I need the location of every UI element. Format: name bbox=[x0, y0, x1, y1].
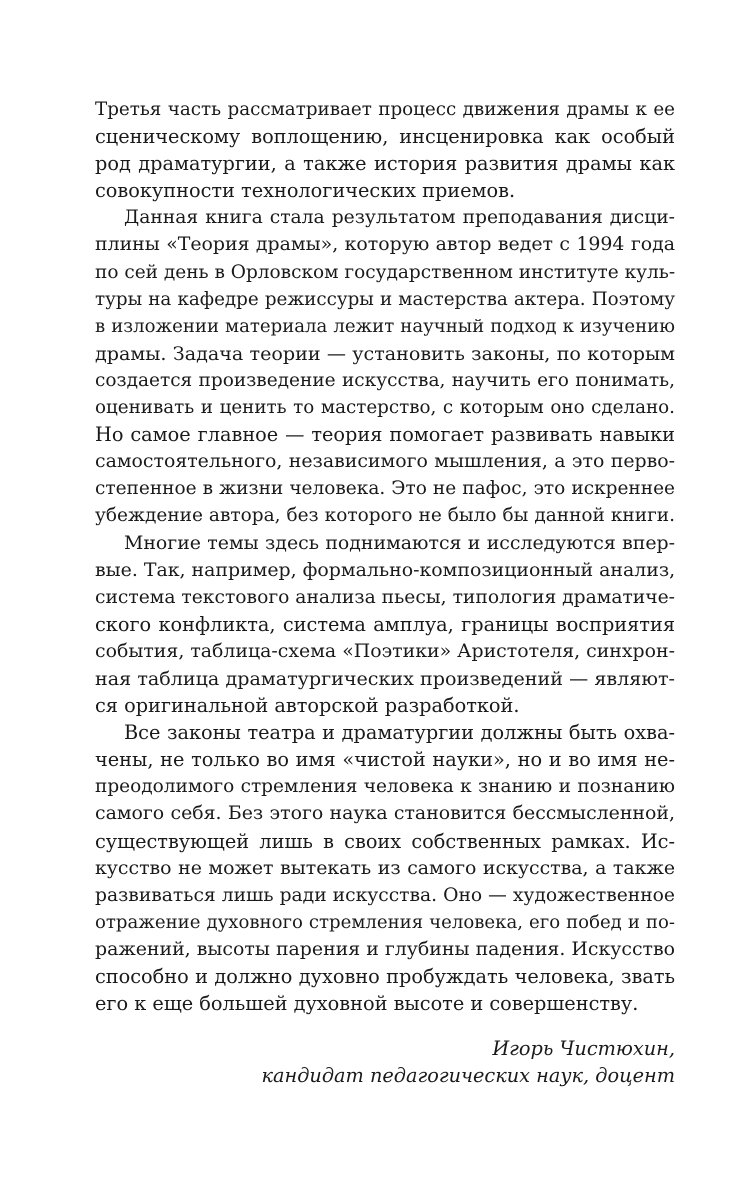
text-line: ся оригинальной авторской разработкой. bbox=[95, 694, 520, 718]
text-line: самого себя. Без этого наука становится бессмысленной, bbox=[95, 802, 675, 825]
text-line: Но самое главное — теория помогает развивать навыки bbox=[95, 423, 675, 447]
text-line: существующей лишь в своих собственных рамках. Ис- bbox=[95, 829, 675, 853]
text-line: убеждение автора, без которого не было бы данной книги. bbox=[95, 505, 675, 527]
text-line: события, таблица-схема «Поэтики» Аристотеля, синхрон- bbox=[95, 639, 675, 662]
paragraph-3 bbox=[95, 530, 675, 720]
text-line: чены, не только во имя «чистой науки», но и во имя не- bbox=[95, 748, 675, 772]
text-line: развиваться лишь ради искусства. Оно — художественное bbox=[95, 884, 675, 906]
text-line: Третья часть рассматривает процесс движения драмы к ее bbox=[95, 99, 675, 120]
text-line: его к еще большей духовной высоте и совершенству. bbox=[95, 992, 639, 1016]
text-line: отражение духовного стремления человека, его побед и по- bbox=[95, 911, 675, 933]
text-line: система текстового анализа пьесы, типология драматиче- bbox=[95, 586, 675, 608]
text-line: по сей день в Орловском государственном институте куль- bbox=[95, 261, 675, 283]
text-line: ражений, высоты парения и глубины падения. Искусство bbox=[95, 937, 675, 960]
signature bbox=[95, 1035, 675, 1089]
signature-name: Игорь Чистюхин, bbox=[492, 1037, 675, 1061]
text-line: способно и должно духовно пробуждать человека, звать bbox=[95, 965, 675, 988]
text-line: Все законы театра и драматургии должны быть охва- bbox=[124, 721, 675, 745]
text-line: создается произведение искусства, научить его понимать, bbox=[95, 369, 675, 391]
signature-title: кандидат педагогических наук, доцент bbox=[261, 1064, 675, 1088]
text-line: преодолимого стремления человека к знанию и познанию bbox=[95, 776, 675, 798]
text-line: самостоятельного, независимого мышления, а это перво- bbox=[95, 450, 675, 473]
text-line: Многие темы здесь поднимаются и исследуются впер- bbox=[124, 531, 675, 554]
text-line: в изложении материала лежит научный подход к изучению bbox=[95, 315, 675, 337]
text-line: ского конфликта, система амплуа, границы восприятия bbox=[95, 612, 675, 636]
text-line: плины «Теория драмы», которую автор ведет с 1994 года bbox=[95, 233, 675, 256]
text-line: совокупности технологических приемов. bbox=[95, 179, 516, 203]
page-body bbox=[95, 96, 675, 1088]
text-line: драмы. Задача теории — установить законы, по которым bbox=[95, 341, 675, 365]
text-line: вые. Так, например, формально-композиционный анализ, bbox=[95, 558, 675, 581]
text-line: Данная книга стала результатом преподавания дисци- bbox=[124, 207, 675, 229]
text-line: род драматургии, а также история развития драмы как bbox=[95, 152, 675, 176]
paragraph-2 bbox=[95, 204, 675, 529]
text-line: ная таблица драматургических произведений — являют- bbox=[95, 666, 675, 690]
paragraph-1 bbox=[95, 96, 675, 204]
text-line: сценическому воплощению, инсценировка как особый bbox=[95, 125, 675, 149]
text-line: оценивать и ценить то мастерство, с которым оно сделано. bbox=[95, 397, 675, 419]
text-line: туры на кафедре режиссуры и мастерства актера. Поэтому bbox=[95, 288, 675, 310]
paragraph-4 bbox=[95, 719, 675, 1017]
text-line: кусство не может вытекать из самого искусства, а также bbox=[95, 856, 675, 879]
text-line: степенное в жизни человека. Это не пафос, это искреннее bbox=[95, 478, 675, 500]
